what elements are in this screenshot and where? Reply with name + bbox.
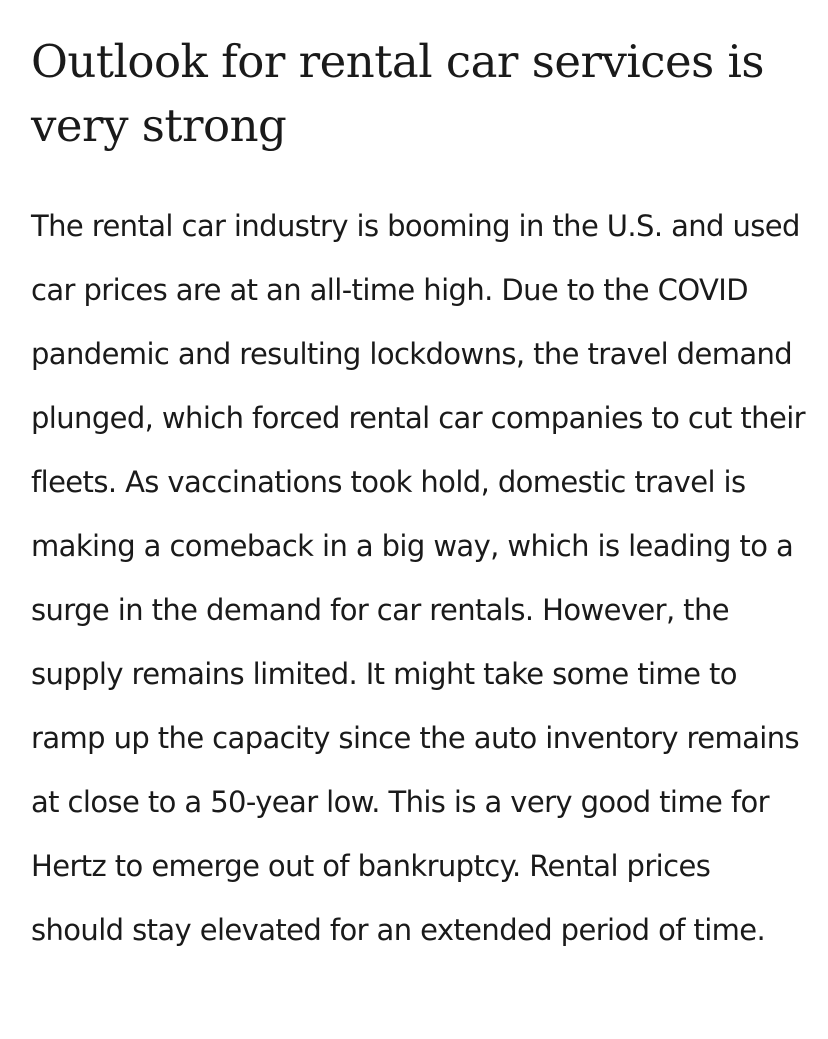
article-paragraph: The rental car industry is booming in the U.S. and used car prices are at an all-time high. Due to the COVID pandemic and resulting lockdowns, the travel demand plunged, which forced rental car companies to cut their fleets. As vaccinations took hold, domestic travel is making a comeback in a big way, which is leading to a surge in the demand for car rentals. However, the supply remains limited. It might take some time to ramp up the capacity since the auto inventory remains at close to a 50-year low. This is a very good time for Hertz to emerge out of bankruptcy. Rental prices should stay elevated for an extended period of time.: [31, 209, 805, 947]
article-heading: Outlook for rental car services is very strong: [31, 35, 765, 152]
article: [31, 30, 806, 962]
